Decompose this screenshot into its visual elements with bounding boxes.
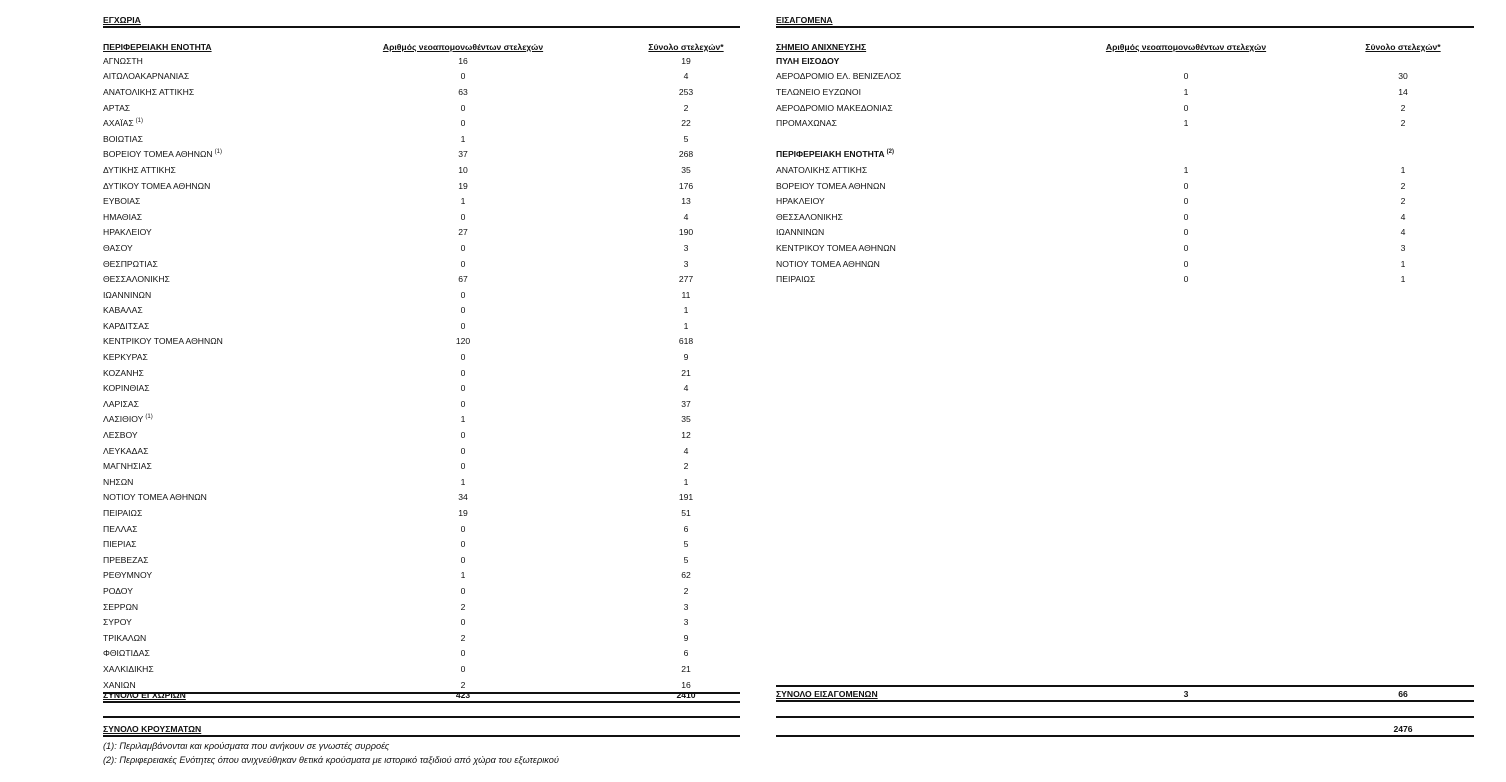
total-isolates-value: 62 bbox=[681, 570, 691, 581]
region-name-text: ΤΡΙΚΑΛΩΝ bbox=[103, 632, 147, 643]
region-name-text: ΚΑΒΑΛΑΣ bbox=[103, 305, 143, 316]
region-name bbox=[103, 524, 373, 534]
new-isolates-value: 0 bbox=[460, 461, 466, 472]
region-name bbox=[103, 118, 373, 128]
region-name bbox=[103, 477, 373, 487]
table-row bbox=[103, 131, 740, 147]
new-isolates-value: 0 bbox=[460, 305, 466, 316]
region-name bbox=[103, 56, 373, 66]
region-name-text: ΣΕΡΡΩΝ bbox=[103, 601, 139, 612]
table-row bbox=[103, 443, 740, 459]
new-isolates-value: 0 bbox=[1183, 227, 1189, 238]
total-isolates-value: 1 bbox=[683, 320, 689, 331]
total-isolates-value: 253 bbox=[678, 86, 694, 97]
new-isolates-value: 0 bbox=[1183, 211, 1189, 222]
grand-total-value-row bbox=[776, 716, 1474, 737]
table-row bbox=[103, 583, 740, 599]
grand-total-label-row bbox=[103, 716, 740, 737]
footnote-ref: (2) bbox=[886, 149, 894, 156]
total-isolates-value: 14 bbox=[1398, 86, 1408, 97]
group-title-text: ΠΥΛΗ ΕΙΣΟΔΟΥ bbox=[776, 55, 840, 66]
table-row bbox=[103, 178, 740, 194]
region-name-text: ΒΟΙΩΤΙΑΣ bbox=[103, 133, 143, 144]
region-name-text: ΚΕΝΤΡΙΚΟΥ ΤΟΜΕΑ ΑΘΗΝΩΝ bbox=[103, 336, 223, 347]
group-heading bbox=[776, 53, 1474, 69]
region-name-text: ΑΙΤΩΛΟΑΚΑΡΝΑΝΙΑΣ bbox=[103, 71, 190, 82]
region-name-text: ΛΑΣΙΘΙΟΥ bbox=[103, 414, 144, 425]
detection-point-name: ΒΟΡΕΙΟΥ ΤΟΜΕΑ ΑΘΗΝΩΝ bbox=[776, 180, 886, 191]
domestic-rows bbox=[103, 53, 740, 694]
table-row bbox=[103, 646, 740, 662]
table-row bbox=[776, 162, 1474, 178]
total-isolates-value: 3 bbox=[683, 258, 689, 269]
table-row bbox=[103, 193, 740, 209]
region-name bbox=[103, 103, 373, 113]
new-isolates-value: 1 bbox=[1183, 118, 1189, 129]
domestic-total-row bbox=[103, 688, 740, 703]
total-isolates-value: 190 bbox=[678, 227, 694, 238]
total-isolates-value: 21 bbox=[681, 663, 691, 674]
new-isolates-value: 67 bbox=[458, 274, 468, 285]
new-isolates-value: 0 bbox=[460, 398, 466, 409]
table-row bbox=[103, 365, 740, 381]
total-isolates-value: 4 bbox=[683, 383, 689, 394]
table-row bbox=[776, 240, 1474, 256]
region-name bbox=[103, 648, 373, 658]
region-name bbox=[103, 212, 373, 222]
new-isolates-value: 19 bbox=[458, 508, 468, 519]
total-isolates-value: 6 bbox=[683, 648, 689, 659]
region-name-text: ΦΘΙΩΤΙΔΑΣ bbox=[103, 648, 150, 659]
total-isolates-value: 191 bbox=[678, 492, 694, 503]
region-name bbox=[103, 492, 373, 502]
region-name-text: ΜΑΓΝΗΣΙΑΣ bbox=[103, 461, 152, 472]
table-row bbox=[103, 474, 740, 490]
new-isolates-value: 34 bbox=[458, 492, 468, 503]
new-isolates-value: 63 bbox=[458, 86, 468, 97]
table-row bbox=[776, 271, 1474, 287]
region-name bbox=[103, 290, 373, 300]
region-name-text: ΧΑΝΙΩΝ bbox=[103, 679, 136, 690]
total-isolates-value: 2 bbox=[1400, 102, 1406, 113]
region-name-text: ΡΕΘΥΜΝΟΥ bbox=[103, 570, 153, 581]
new-isolates-value: 0 bbox=[460, 430, 466, 441]
new-isolates-value: 1 bbox=[460, 414, 466, 425]
total-new: 3 bbox=[1183, 688, 1189, 699]
region-name-text: ΧΑΛΚΙΔΙΚΗΣ bbox=[103, 663, 154, 674]
table-row bbox=[103, 396, 740, 412]
new-isolates-value: 0 bbox=[460, 71, 466, 82]
new-isolates-value: 1 bbox=[460, 476, 466, 487]
total-isolates-value: 277 bbox=[678, 274, 694, 285]
region-name bbox=[103, 570, 373, 580]
table-row bbox=[103, 115, 740, 131]
table-row bbox=[103, 505, 740, 521]
table-row bbox=[776, 69, 1474, 85]
region-name-text: ΣΥΡΟΥ bbox=[103, 617, 132, 628]
header-region: ΠΕΡΙΦΕΡΕΙΑΚΗ ΕΝΟΤΗΤΑ bbox=[103, 41, 212, 52]
table-row bbox=[103, 412, 740, 428]
header-detection-point: ΣΗΜΕΙΟ ΑΝΙΧΝΕΥΣΗΣ bbox=[776, 41, 867, 52]
region-name-text: ΑΡΤΑΣ bbox=[103, 102, 131, 113]
section-title-domestic: ΕΓΧΩΡΙΑ bbox=[103, 12, 740, 28]
new-isolates-value: 2 bbox=[460, 601, 466, 612]
region-name bbox=[103, 87, 373, 97]
table-row bbox=[103, 490, 740, 506]
total-new: 423 bbox=[455, 689, 471, 700]
total-isolates-value: 6 bbox=[683, 523, 689, 534]
region-name-text: ΠΕΛΛΑΣ bbox=[103, 523, 138, 534]
total-isolates-value: 2 bbox=[1400, 180, 1406, 191]
total-isolates-value: 11 bbox=[681, 289, 691, 300]
header-new-isolates: Αριθμός νεοαπομονωθέντων στελεχών bbox=[1105, 41, 1267, 52]
grand-total-value: 2476 bbox=[1393, 723, 1413, 734]
region-name-text: ΘΑΣΟΥ bbox=[103, 242, 133, 253]
new-isolates-value: 0 bbox=[460, 242, 466, 253]
region-name bbox=[103, 259, 373, 269]
section-title-imported: ΕΙΣΑΓΟΜΕΝΑ bbox=[776, 12, 1474, 28]
total-isolates-value: 16 bbox=[681, 679, 691, 690]
table-row bbox=[103, 568, 740, 584]
imported-rows bbox=[776, 53, 1474, 287]
region-name-text: ΑΝΑΤΟΛΙΚΗΣ ΑΤΤΙΚΗΣ bbox=[103, 86, 195, 97]
region-name bbox=[103, 602, 373, 612]
total-isolates-value: 12 bbox=[681, 430, 691, 441]
total-isolates-value: 3 bbox=[683, 617, 689, 628]
new-isolates-value: 0 bbox=[460, 352, 466, 363]
table-row bbox=[776, 193, 1474, 209]
group-title bbox=[776, 56, 1086, 66]
total-label: ΣΥΝΟΛΟ ΕΓΧΩΡΙΩΝ bbox=[103, 689, 186, 700]
region-name bbox=[103, 399, 373, 409]
region-name bbox=[103, 336, 373, 346]
detection-point-name: ΘΕΣΣΑΛΟΝΙΚΗΣ bbox=[776, 211, 843, 222]
region-name bbox=[103, 181, 373, 191]
region-name bbox=[103, 352, 373, 362]
region-name bbox=[103, 633, 373, 643]
total-isolates-value: 22 bbox=[681, 118, 691, 129]
new-isolates-value: 1 bbox=[1183, 164, 1189, 175]
table-row bbox=[776, 256, 1474, 272]
table-row bbox=[103, 599, 740, 615]
table-header bbox=[103, 40, 740, 53]
new-isolates-value: 0 bbox=[460, 539, 466, 550]
total-isolates-value: 4 bbox=[1400, 227, 1406, 238]
region-name-text: ΠΡΕΒΕΖΑΣ bbox=[103, 554, 149, 565]
table-row bbox=[103, 349, 740, 365]
table-row bbox=[103, 380, 740, 396]
new-isolates-value: 19 bbox=[458, 180, 468, 191]
new-isolates-value: 0 bbox=[1183, 180, 1189, 191]
new-isolates-value: 1 bbox=[460, 570, 466, 581]
region-name-text: ΛΑΡΙΣΑΣ bbox=[103, 398, 139, 409]
imported-total-row bbox=[776, 687, 1474, 702]
region-name-text: ΑΧΑΪΑΣ bbox=[103, 118, 134, 129]
table-row bbox=[103, 614, 740, 630]
total-isolates-value: 4 bbox=[683, 211, 689, 222]
region-name-text: ΛΕΣΒΟΥ bbox=[103, 430, 138, 441]
region-name bbox=[103, 321, 373, 331]
new-isolates-value: 0 bbox=[460, 320, 466, 331]
detection-point-name: ΚΕΝΤΡΙΚΟΥ ΤΟΜΕΑ ΑΘΗΝΩΝ bbox=[776, 242, 896, 253]
new-isolates-value: 0 bbox=[460, 617, 466, 628]
table-row bbox=[103, 147, 740, 163]
table-row bbox=[103, 287, 740, 303]
region-name-text: ΘΕΣΠΡΩΤΙΑΣ bbox=[103, 258, 158, 269]
footnote-ref: (1) bbox=[135, 118, 143, 125]
region-name bbox=[103, 664, 373, 674]
new-isolates-value: 0 bbox=[1183, 274, 1189, 285]
region-name-text: ΘΕΣΣΑΛΟΝΙΚΗΣ bbox=[103, 274, 170, 285]
region-name-text: ΗΡΑΚΛΕΙΟΥ bbox=[103, 227, 152, 238]
region-name-text: ΗΜΑΘΙΑΣ bbox=[103, 211, 143, 222]
region-name-text: ΚΟΖΑΝΗΣ bbox=[103, 367, 144, 378]
detection-point-name: ΤΕΛΩΝΕΙΟ ΕΥΖΩΝΟΙ bbox=[776, 86, 861, 97]
total-isolates-value: 35 bbox=[681, 414, 691, 425]
region-name bbox=[103, 508, 373, 518]
new-isolates-value: 0 bbox=[1183, 196, 1189, 207]
region-name-text: ΔΥΤΙΚΗΣ ΑΤΤΙΚΗΣ bbox=[103, 164, 176, 175]
total-isolates-value: 4 bbox=[1400, 211, 1406, 222]
new-isolates-value: 0 bbox=[1183, 71, 1189, 82]
new-isolates-value: 0 bbox=[460, 367, 466, 378]
detection-point-name: ΑΕΡΟΔΡΟΜΙΟ ΕΛ. ΒΕΝΙΖΕΛΟΣ bbox=[776, 71, 902, 82]
new-isolates-value: 16 bbox=[458, 55, 468, 66]
region-name-text: ΠΕΙΡΑΙΩΣ bbox=[103, 508, 143, 519]
total-isolates-value: 2 bbox=[1400, 196, 1406, 207]
new-isolates-value: 0 bbox=[460, 663, 466, 674]
total-isolates-value: 2 bbox=[683, 102, 689, 113]
new-isolates-value: 0 bbox=[1183, 258, 1189, 269]
total-isolates-value: 21 bbox=[681, 367, 691, 378]
total-isolates-value: 618 bbox=[678, 336, 694, 347]
total-isolates-value: 13 bbox=[681, 196, 691, 207]
group-spacer bbox=[776, 131, 1474, 147]
region-name bbox=[103, 274, 373, 284]
total-isolates-value: 5 bbox=[683, 539, 689, 550]
group-title bbox=[776, 149, 1086, 159]
header-new-isolates: Αριθμός νεοαπομονωθέντων στελεχών bbox=[382, 41, 544, 52]
region-name bbox=[103, 617, 373, 627]
table-row bbox=[103, 303, 740, 319]
region-name bbox=[103, 414, 373, 424]
table-row bbox=[776, 84, 1474, 100]
total-isolates-value: 1 bbox=[1400, 274, 1406, 285]
region-name bbox=[103, 227, 373, 237]
table-row bbox=[103, 84, 740, 100]
total-isolates-value: 2 bbox=[1400, 118, 1406, 129]
table-row bbox=[776, 100, 1474, 116]
region-name-text: ΑΓΝΩΣΤΗ bbox=[103, 55, 143, 66]
footnote-2: (2): Περιφερειακές Ενότητες όπου ανιχνεύθηκαν θετικά κρούσματα με ιστορικό ταξιδιού από χώρα του εξωτερικού bbox=[103, 755, 559, 765]
table-row bbox=[103, 427, 740, 443]
region-name-text: ΛΕΥΚΑΔΑΣ bbox=[103, 445, 149, 456]
total-isolates-value: 1 bbox=[683, 305, 689, 316]
new-isolates-value: 0 bbox=[460, 118, 466, 129]
table-row bbox=[776, 115, 1474, 131]
table-row bbox=[103, 630, 740, 646]
table-row bbox=[103, 458, 740, 474]
table-row bbox=[103, 521, 740, 537]
grand-total-label: ΣΥΝΟΛΟ ΚΡΟΥΣΜΑΤΩΝ bbox=[103, 723, 202, 734]
region-name bbox=[103, 134, 373, 144]
detection-point-name: ΑΕΡΟΔΡΟΜΙΟ ΜΑΚΕΔΟΝΙΑΣ bbox=[776, 102, 893, 113]
total-isolates-value: 3 bbox=[683, 601, 689, 612]
total-total: 66 bbox=[1398, 688, 1408, 699]
new-isolates-value: 0 bbox=[1183, 102, 1189, 113]
header-total-isolates: Σύνολο στελεχών* bbox=[648, 41, 724, 52]
total-isolates-value: 176 bbox=[678, 180, 694, 191]
region-name bbox=[103, 555, 373, 565]
new-isolates-value: 0 bbox=[460, 445, 466, 456]
table-row bbox=[776, 178, 1474, 194]
footnote-ref: (1) bbox=[214, 149, 222, 156]
detection-point-name: ΝΟΤΙΟΥ ΤΟΜΕΑ ΑΘΗΝΩΝ bbox=[776, 258, 880, 269]
region-name bbox=[103, 196, 373, 206]
region-name-text: ΒΟΡΕΙΟΥ ΤΟΜΕΑ ΑΘΗΝΩΝ bbox=[103, 149, 213, 160]
imported-table bbox=[776, 12, 1474, 287]
footnote-1: (1): Περιλαμβάνονται και κρούσματα που ανήκουν σε γνωστές συρροές bbox=[103, 741, 390, 751]
region-name-text: ΚΟΡΙΝΘΙΑΣ bbox=[103, 383, 150, 394]
total-label: ΣΥΝΟΛΟ ΕΙΣΑΓΟΜΕΝΩΝ bbox=[776, 688, 878, 699]
table-row bbox=[103, 100, 740, 116]
total-isolates-value: 51 bbox=[681, 508, 691, 519]
region-name-text: ΚΑΡΔΙΤΣΑΣ bbox=[103, 320, 150, 331]
detection-point-name: ΗΡΑΚΛΕΙΟΥ bbox=[776, 196, 825, 207]
region-name bbox=[103, 383, 373, 393]
region-name bbox=[103, 243, 373, 253]
table-row bbox=[103, 256, 740, 272]
new-isolates-value: 0 bbox=[460, 383, 466, 394]
domestic-table bbox=[103, 12, 740, 694]
new-isolates-value: 1 bbox=[1183, 86, 1189, 97]
total-isolates-value: 1 bbox=[1400, 164, 1406, 175]
total-isolates-value: 3 bbox=[1400, 242, 1406, 253]
region-name bbox=[103, 305, 373, 315]
region-name bbox=[103, 368, 373, 378]
table-row bbox=[103, 334, 740, 350]
new-isolates-value: 0 bbox=[460, 258, 466, 269]
region-name bbox=[103, 539, 373, 549]
new-isolates-value: 0 bbox=[460, 102, 466, 113]
total-isolates-value: 1 bbox=[683, 476, 689, 487]
region-name-text: ΙΩΑΝΝΙΝΩΝ bbox=[103, 289, 152, 300]
new-isolates-value: 37 bbox=[458, 149, 468, 160]
total-isolates-value: 2 bbox=[683, 461, 689, 472]
total-isolates-value: 9 bbox=[683, 632, 689, 643]
table-header bbox=[776, 40, 1474, 53]
table-row bbox=[776, 225, 1474, 241]
region-name-text: ΡΟΔΟΥ bbox=[103, 585, 133, 596]
table-row bbox=[103, 552, 740, 568]
region-name-text: ΝΗΣΩΝ bbox=[103, 476, 134, 487]
table-row bbox=[103, 661, 740, 677]
table-row bbox=[103, 162, 740, 178]
table-row bbox=[103, 318, 740, 334]
region-name bbox=[103, 149, 373, 159]
total-isolates-value: 3 bbox=[683, 242, 689, 253]
total-isolates-value: 1 bbox=[1400, 258, 1406, 269]
detection-point-name: ΑΝΑΤΟΛΙΚΗΣ ΑΤΤΙΚΗΣ bbox=[776, 164, 868, 175]
table-row bbox=[103, 240, 740, 256]
region-name-text: ΝΟΤΙΟΥ ΤΟΜΕΑ ΑΘΗΝΩΝ bbox=[103, 492, 207, 503]
new-isolates-value: 1 bbox=[460, 133, 466, 144]
total-isolates-value: 35 bbox=[681, 164, 691, 175]
group-title-text: ΠΕΡΙΦΕΡΕΙΑΚΗ ΕΝΟΤΗΤΑ bbox=[776, 149, 885, 160]
total-isolates-value: 19 bbox=[681, 55, 691, 66]
new-isolates-value: 0 bbox=[460, 585, 466, 596]
total-total: 2410 bbox=[676, 689, 696, 700]
total-isolates-value: 2 bbox=[683, 585, 689, 596]
detection-point-name: ΙΩΑΝΝΙΝΩΝ bbox=[776, 227, 825, 238]
new-isolates-value: 1 bbox=[460, 196, 466, 207]
region-name bbox=[103, 430, 373, 440]
group-heading bbox=[776, 147, 1474, 163]
total-isolates-value: 37 bbox=[681, 398, 691, 409]
region-name bbox=[103, 165, 373, 175]
new-isolates-value: 0 bbox=[460, 523, 466, 534]
new-isolates-value: 120 bbox=[455, 336, 471, 347]
region-name bbox=[103, 586, 373, 596]
region-name bbox=[103, 71, 373, 81]
total-isolates-value: 4 bbox=[683, 445, 689, 456]
total-isolates-value: 268 bbox=[678, 149, 694, 160]
table-row bbox=[103, 69, 740, 85]
table-row bbox=[103, 271, 740, 287]
table-row bbox=[103, 53, 740, 69]
new-isolates-value: 27 bbox=[458, 227, 468, 238]
new-isolates-value: 10 bbox=[458, 164, 468, 175]
footnotes bbox=[103, 739, 559, 767]
total-isolates-value: 9 bbox=[683, 352, 689, 363]
new-isolates-value: 0 bbox=[460, 554, 466, 565]
table-row bbox=[776, 209, 1474, 225]
new-isolates-value: 0 bbox=[460, 648, 466, 659]
header-total-isolates: Σύνολο στελεχών* bbox=[1365, 41, 1441, 52]
table-row bbox=[103, 225, 740, 241]
new-isolates-value: 0 bbox=[460, 289, 466, 300]
region-name bbox=[103, 461, 373, 471]
total-isolates-value: 4 bbox=[683, 71, 689, 82]
region-name-text: ΚΕΡΚΥΡΑΣ bbox=[103, 352, 148, 363]
imported-total-wrap bbox=[776, 685, 1474, 702]
total-isolates-value: 5 bbox=[683, 554, 689, 565]
total-isolates-value: 30 bbox=[1398, 71, 1408, 82]
new-isolates-value: 0 bbox=[1183, 242, 1189, 253]
detection-point-name: ΠΡΟΜΑΧΩΝΑΣ bbox=[776, 118, 837, 129]
region-name bbox=[103, 446, 373, 456]
table-row bbox=[103, 536, 740, 552]
region-name-text: ΔΥΤΙΚΟΥ ΤΟΜΕΑ ΑΘΗΝΩΝ bbox=[103, 180, 211, 191]
region-name-text: ΕΥΒΟΙΑΣ bbox=[103, 196, 141, 207]
table-row bbox=[103, 209, 740, 225]
detection-point-name: ΠΕΙΡΑΙΩΣ bbox=[776, 274, 816, 285]
footnote-ref: (1) bbox=[145, 414, 153, 421]
new-isolates-value: 2 bbox=[460, 632, 466, 643]
new-isolates-value: 0 bbox=[460, 211, 466, 222]
total-isolates-value: 5 bbox=[683, 133, 689, 144]
new-isolates-value: 2 bbox=[460, 679, 466, 690]
region-name-text: ΠΙΕΡΙΑΣ bbox=[103, 539, 137, 550]
